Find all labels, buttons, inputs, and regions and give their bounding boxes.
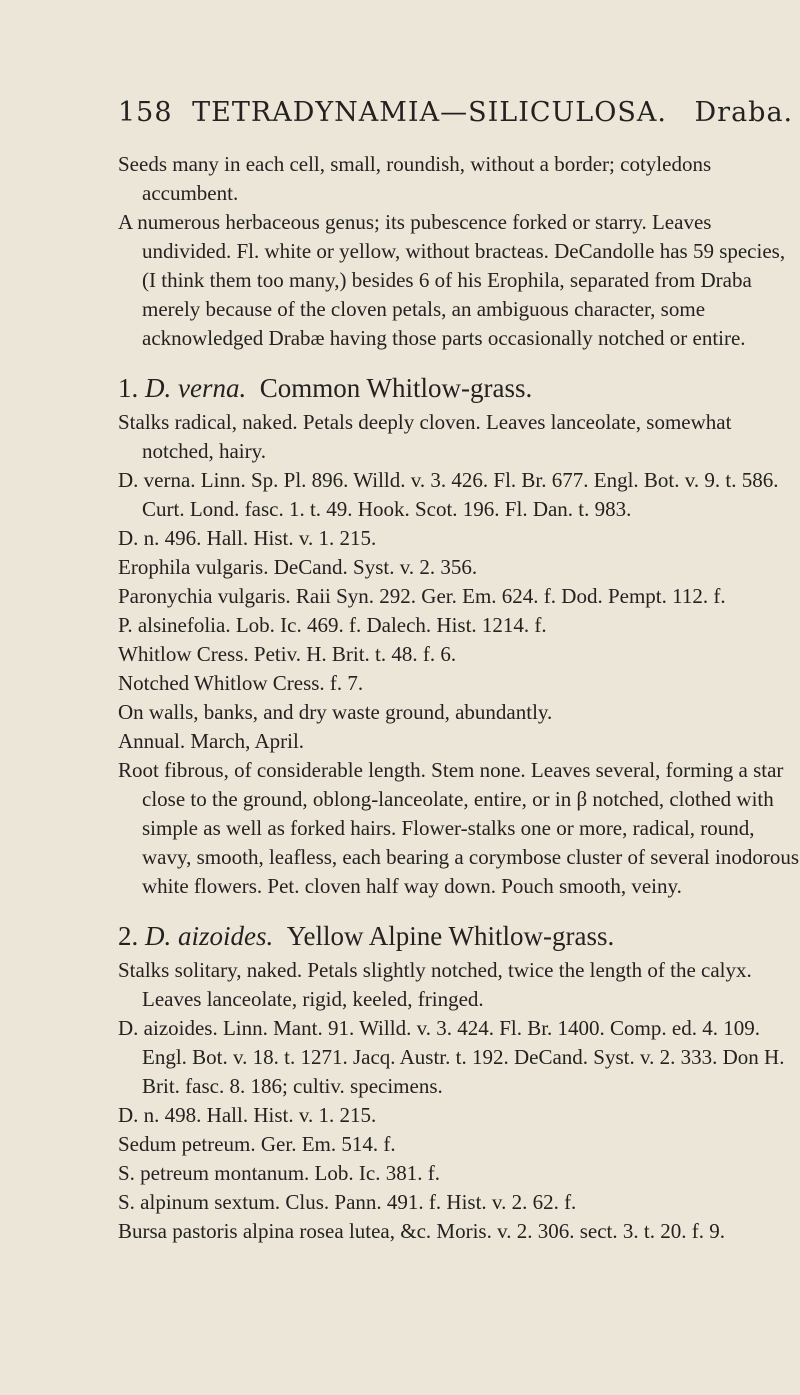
synonym-ref: D. verna. Linn. Sp. Pl. 896. Willd. v. 3. 426. Fl. Br. 677. Engl. Bot. v. 9. t. 586. Curt. Lond. fasc. 1. t. 49. Hook. Scot. 196. Fl. Dan. t. 983. — [118, 468, 779, 521]
page-header — [118, 97, 794, 128]
running-title: TETRADYNAMIA—SILICULOSA. — [192, 97, 667, 128]
synonym-ref: Paronychia vulgaris. Raii Syn. 292. Ger. Em. 624. f. Dod. Pempt. 112. f. — [118, 584, 726, 608]
species-name: D. verna. — [145, 373, 247, 403]
page-body — [118, 150, 800, 1246]
species-heading — [118, 371, 800, 405]
synonym-ref: P. alsinefolia. Lob. Ic. 469. f. Dalech. Hist. 1214. f. — [118, 613, 547, 637]
duration: Annual. March, April. — [118, 729, 305, 753]
page-number: 158 — [118, 97, 173, 128]
species-diagnosis: Stalks solitary, naked. Petals slightly notched, twice the length of the calyx. Leaves lanceolate, rigid, keeled, fringed. — [118, 958, 752, 1011]
seeds-description: Seeds many in each cell, small, roundish, without a border; cotyledons accumbent. — [118, 152, 712, 205]
species-heading — [118, 919, 800, 953]
species-number: 2. — [118, 921, 139, 951]
species-entry-aizoides — [118, 919, 800, 1246]
common-name: Yellow Alpine Whitlow-grass. — [286, 921, 615, 951]
synonym-ref: S. petreum montanum. Lob. Ic. 381. f. — [118, 1161, 440, 1185]
species-name: D. aizoides. — [145, 921, 274, 951]
synonym-ref: S. alpinum sextum. Clus. Pann. 491. f. Hist. v. 2. 62. f. — [118, 1190, 577, 1214]
synonym-ref: D. aizoides. Linn. Mant. 91. Willd. v. 3. 424. Fl. Br. 1400. Comp. ed. 4. 109. Engl. Bot. v. 18. t. 1271. Jacq. Austr. t. 192. DeCand. Syst. v. 2. 333. Don H. Brit. fasc. 8. 186; cultiv. specimens. — [118, 1016, 785, 1098]
synonym-ref: Erophila vulgaris. DeCand. Syst. v. 2. 356. — [118, 555, 478, 579]
habitat: On walls, banks, and dry waste ground, abundantly. — [118, 700, 553, 724]
common-name: Common Whitlow-grass. — [259, 373, 533, 403]
species-description: Root fibrous, of considerable length. Stem none. Leaves several, forming a star close to the ground, oblong-lanceolate, entire, or in β notched, clothed with simple as well as forked hairs. Flower-stalks one or more, radical, round, wavy, smooth, leafless, each bearing a corymbose cluster of several inodorous white flowers. Pet. cloven half way down. Pouch smooth, veiny. — [118, 758, 800, 898]
synonym-subref: Notched Whitlow Cress. f. 7. — [118, 671, 364, 695]
synonym-ref: Sedum petreum. Ger. Em. 514. f. — [118, 1132, 396, 1156]
synonym-ref: Bursa pastoris alpina rosea lutea, &c. Moris. v. 2. 306. sect. 3. t. 20. f. 9. — [118, 1219, 725, 1243]
genus-heading: Draba. — [694, 97, 794, 128]
species-diagnosis: Stalks radical, naked. Petals deeply cloven. Leaves lanceolate, somewhat notched, hairy. — [118, 410, 732, 463]
synonym-ref: D. n. 498. Hall. Hist. v. 1. 215. — [118, 1103, 377, 1127]
species-number: 1. — [118, 373, 139, 403]
species-entry-verna — [118, 371, 800, 901]
genus-description: A numerous herbaceous genus; its pubescence forked or starry. Leaves undivided. Fl. white or yellow, without bracteas. DeCandolle has 59 species, (I think them too many,) besides 6 of his Erophila, separated from Draba merely because of the cloven petals, an ambiguous character, some acknowledged Drabæ having those parts occasionally notched or entire. — [118, 210, 786, 350]
synonym-ref: D. n. 496. Hall. Hist. v. 1. 215. — [118, 526, 377, 550]
synonym-ref: Whitlow Cress. Petiv. H. Brit. t. 48. f. 6. — [118, 642, 457, 666]
